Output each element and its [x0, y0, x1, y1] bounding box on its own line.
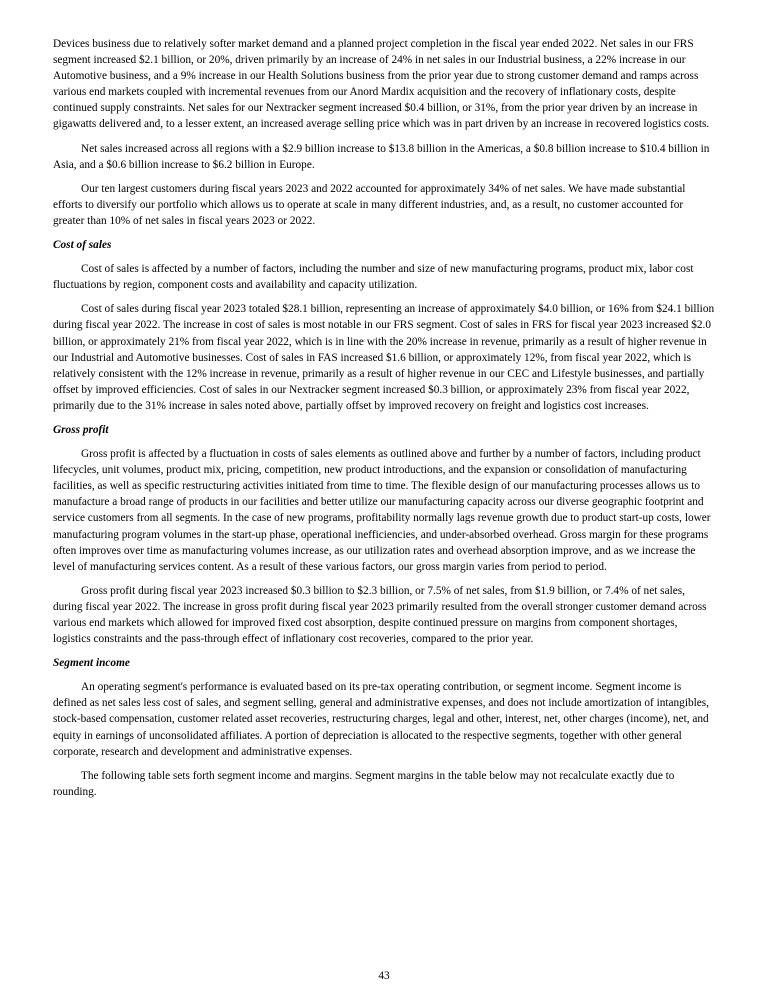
customers-paragraph: Our ten largest customers during fiscal years 2023 and 2022 accounted for approximately 34% of net sales. We have made substantial efforts to diversify our portfolio which allows us to operate at scale in many different industries, and, as a result, no customer accounted for greater than 10% of net sales in fiscal years 2023 or 2022. [53, 182, 686, 227]
document-page [53, 36, 715, 808]
gross-profit-heading: Gross profit [53, 423, 109, 436]
cost-of-sales-paragraph-1: Cost of sales is affected by a number of factors, including the number and size of new manufacturing programs, product mix, labor cost fluctuations by region, component costs and availability and capacity utilization. [53, 263, 694, 292]
segment-income-paragraph-1: An operating segment's performance is evaluated based on its pre-tax operating contribution, or segment income. Segment income is defined as net sales less cost of sales, and segment selling, general and administrative expenses, and does not include amortization of intangibles, stock-based compensation, customer related asset recoveries, restructuring charges, legal and other, interest, net, other charges (income), net, and equity in earnings of unconsolidated affiliates. A portion of depreciation is allocated to the respective segments, together with other general corporate, research and development and administrative expenses. [53, 681, 709, 758]
gross-profit-paragraph-1: Gross profit is affected by a fluctuation in costs of sales elements as outlined above and further by a number of factors, including product lifecycles, unit volumes, product mix, pricing, competition, new product introductions, and the expansion or consolidation of manufacturing facilities, as well as specific restructuring activities initiated from time to time. The flexible design of our manufacturing processes allows us to manufacture a broad range of products in our facilities and better utilize our manufacturing capacity across our diverse geographic footprint and service customers from all segments. In the case of new programs, profitability normally lags revenue growth due to product start-up costs, lower manufacturing program volumes in the start-up phase, operational inefficiencies, and under-absorbed overhead. Gross margin for these programs often improves over time as manufacturing volumes increase, as our utilization rates and overhead absorption improve, and as we increase the level of manufacturing services content. As a result of these various factors, our gross margin varies from period to period. [53, 448, 711, 573]
gross-profit-paragraph-2: Gross profit during fiscal year 2023 increased $0.3 billion to $2.3 billion, or 7.5% of net sales, from $1.9 billion, or 7.4% of net sales, during fiscal year 2022. The increase in gross profit during fiscal year 2023 primarily resulted from the overall stronger customer demand across various end markets which allowed for improved fixed cost absorption, despite continued pressure on margins from component shortages, logistics constraints and the pass-through effect of inflationary cost recoveries, compared to the prior year. [53, 584, 707, 646]
regions-paragraph: Net sales increased across all regions with a $2.9 billion increase to $13.8 billion in the Americas, a $0.8 billion increase to $10.4 billion in Asia, and a $0.6 billion increase to $6.2 billion in Europe. [53, 142, 710, 171]
cost-of-sales-paragraph-2: Cost of sales during fiscal year 2023 totaled $28.1 billion, representing an increase of approximately $4.0 billion, or 16% from $24.1 billion during fiscal year 2022. The increase in cost of sales is most notable in our FRS segment. Cost of sales in FRS for fiscal year 2023 increased $2.0 billion, or approximately 21% from fiscal year 2022, which is in line with the 20% increase in revenue, primarily as a result of higher revenue in our Industrial and Automotive businesses. Cost of sales in FAS increased $1.6 billion, or approximately 12%, from fiscal year 2022, which is relatively consistent with the 12% increase in revenue, primarily as a result of higher revenue in our CEC and Lifestyle businesses, and partially offset by improved efficiencies. Cost of sales in our Nextracker segment increased $0.3 billion, or approximately 23% from fiscal year 2022, primarily due to the 31% increase in sales noted above, partially offset by improved recovery on freight and logistics cost increases. [53, 303, 715, 412]
segment-income-heading: Segment income [53, 657, 130, 670]
cost-of-sales-heading: Cost of sales [53, 239, 112, 252]
page-number: 43 [378, 970, 390, 982]
intro-paragraph: Devices business due to relatively softer market demand and a planned project completion in the fiscal year ended 2022. Net sales in our FRS segment increased $2.1 billion, or 20%, driven primarily by an increase of 24% in net sales in our Industrial business, a 22% increase in our Automotive business, and a 9% increase in our Health Solutions business from the prior year due to strong customer demand and ramps across various end markets coupled with incremental revenues from our Anord Mardix acquisition and the recovery of inflationary costs, despite continued supply constraints. Net sales for our Nextracker segment increased $0.4 billion, or 31%, from the prior year driven by an increase in gigawatts delivered and, to a lesser extent, an increased average selling price which was in part driven by an increase in recovered logistics costs. [53, 38, 710, 131]
segment-income-paragraph-2: The following table sets forth segment income and margins. Segment margins in the table below may not recalculate exactly due to rounding. [53, 769, 675, 798]
